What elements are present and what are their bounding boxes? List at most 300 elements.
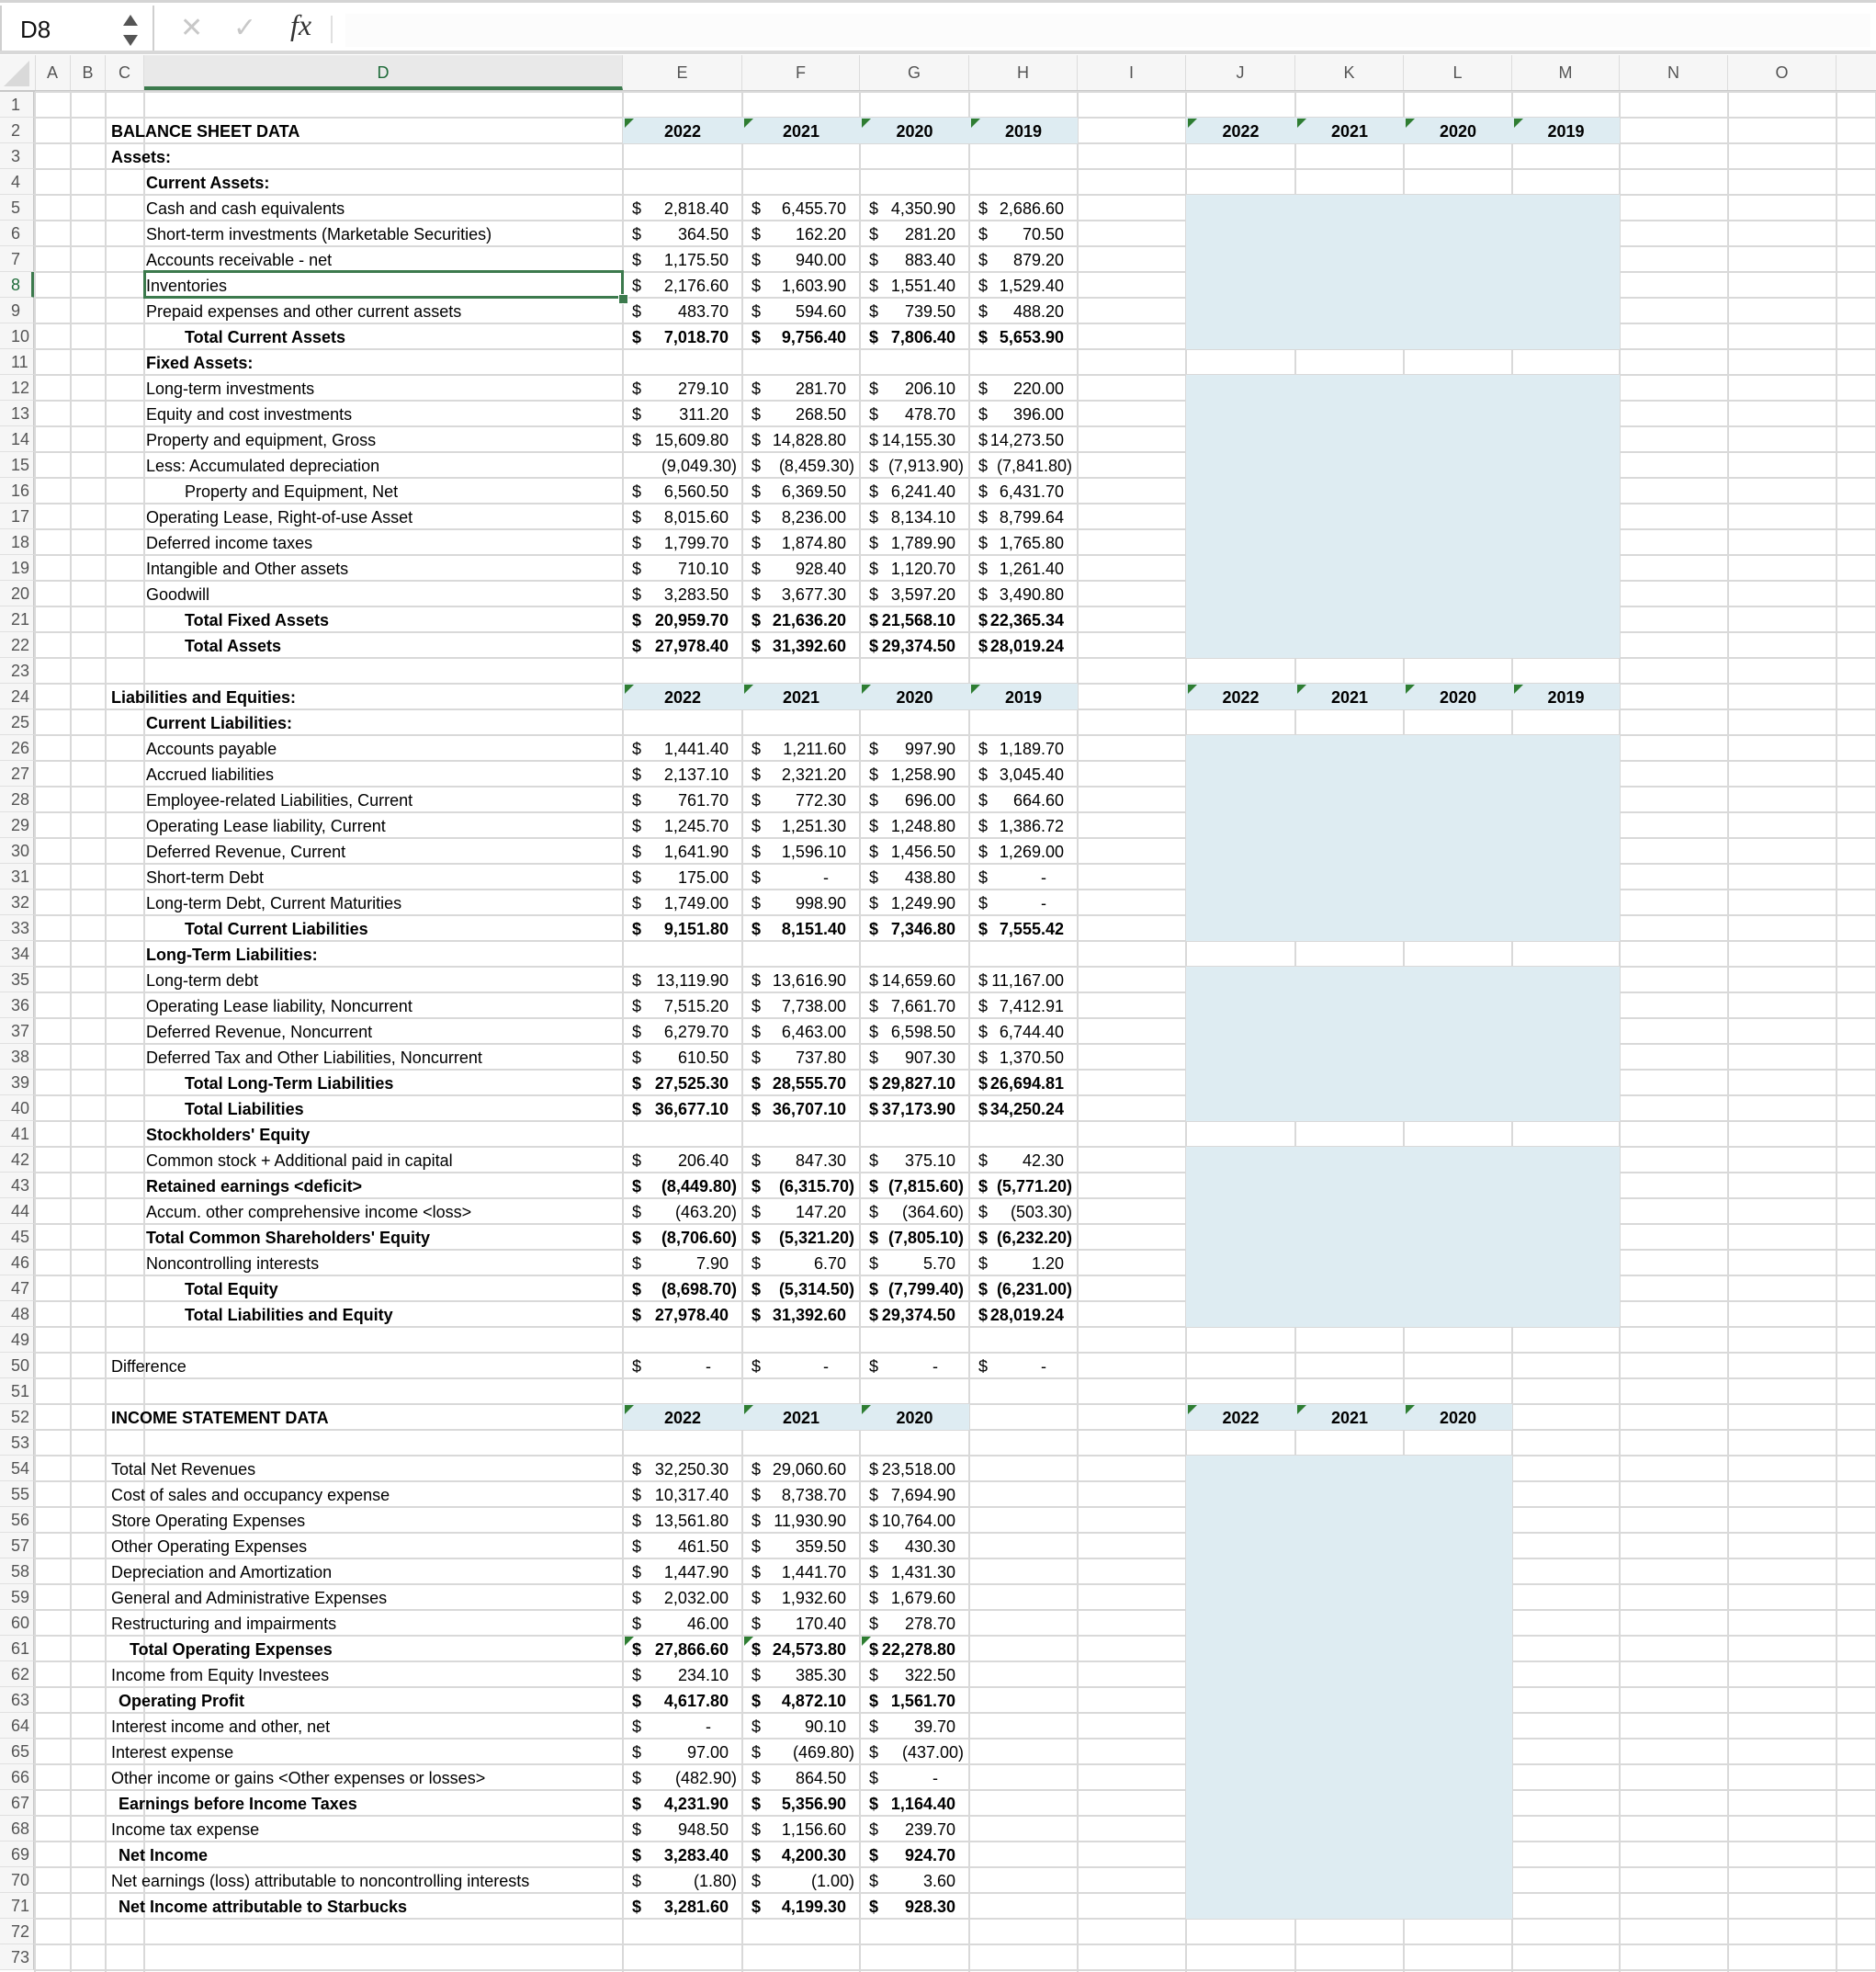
row-label[interactable]: Total Equity: [185, 1280, 278, 1298]
row-label[interactable]: Net Income: [119, 1846, 209, 1864]
value-cell[interactable]: [860, 1301, 969, 1327]
value-cell[interactable]: [969, 992, 1078, 1018]
row-header-61[interactable]: 61: [0, 1636, 35, 1661]
value-cell[interactable]: [623, 1507, 742, 1533]
column-header-h[interactable]: H: [969, 55, 1078, 90]
value-cell[interactable]: [623, 1301, 742, 1327]
value-cell[interactable]: [742, 1558, 860, 1584]
value-cell[interactable]: [623, 890, 742, 915]
value-cell[interactable]: [623, 1636, 742, 1661]
row-header-34[interactable]: 34: [0, 941, 35, 967]
value-cell[interactable]: [742, 1095, 860, 1121]
value-cell[interactable]: [860, 890, 969, 915]
value-cell[interactable]: [860, 1816, 969, 1842]
row-label[interactable]: Other Operating Expenses: [111, 1537, 308, 1556]
row-header-29[interactable]: 29: [0, 812, 35, 838]
row-header-52[interactable]: 52: [0, 1404, 35, 1430]
row-header-6[interactable]: 6: [0, 221, 35, 246]
value-cell[interactable]: [742, 1842, 860, 1867]
row-header-62[interactable]: 62: [0, 1661, 35, 1687]
year-header[interactable]: 2022: [1222, 122, 1260, 141]
value-cell[interactable]: [742, 915, 860, 941]
row-label[interactable]: Property and equipment, Gross: [146, 431, 377, 449]
value-cell[interactable]: [623, 478, 742, 504]
value-cell[interactable]: [623, 1842, 742, 1867]
year-header[interactable]: 2019: [1004, 688, 1043, 707]
value-cell[interactable]: [742, 1301, 860, 1327]
row-label[interactable]: Accrued liabilities: [146, 765, 275, 784]
assets-heading[interactable]: Assets:: [111, 148, 172, 166]
row-label[interactable]: Stockholders' Equity: [146, 1126, 311, 1144]
value-cell[interactable]: [860, 272, 969, 298]
value-cell[interactable]: [742, 221, 860, 246]
row-label[interactable]: Total Net Revenues: [111, 1460, 256, 1479]
value-cell[interactable]: [623, 452, 742, 478]
value-cell[interactable]: [623, 1533, 742, 1558]
row-header-5[interactable]: 5: [0, 195, 35, 221]
row-header-31[interactable]: 31: [0, 864, 35, 890]
value-cell[interactable]: [969, 246, 1078, 272]
row-label[interactable]: Noncontrolling interests: [146, 1254, 320, 1273]
value-cell[interactable]: [623, 246, 742, 272]
value-cell[interactable]: [623, 1095, 742, 1121]
row-label[interactable]: Income tax expense: [111, 1820, 260, 1839]
year-header[interactable]: 2020: [896, 688, 933, 707]
value-cell[interactable]: [860, 1070, 969, 1095]
row-header-44[interactable]: 44: [0, 1198, 35, 1224]
value-cell[interactable]: [860, 504, 969, 529]
value-cell[interactable]: [742, 452, 860, 478]
row-label[interactable]: Operating Lease liability, Noncurrent: [146, 997, 412, 1015]
column-header-b[interactable]: B: [71, 55, 106, 90]
name-box[interactable]: [0, 6, 154, 53]
row-header-48[interactable]: 48: [0, 1301, 35, 1327]
row-label[interactable]: Accounts receivable - net: [146, 251, 333, 269]
value-cell[interactable]: [742, 1507, 860, 1533]
row-header-7[interactable]: 7: [0, 246, 35, 272]
confirm-icon[interactable]: ✓: [233, 13, 257, 43]
value-cell[interactable]: [742, 606, 860, 632]
value-cell[interactable]: [742, 1816, 860, 1842]
value-cell[interactable]: [623, 1250, 742, 1275]
value-cell[interactable]: [860, 452, 969, 478]
row-label[interactable]: Deferred Revenue, Noncurrent: [146, 1023, 373, 1041]
value-cell[interactable]: [623, 967, 742, 992]
row-header-38[interactable]: 38: [0, 1044, 35, 1070]
row-label[interactable]: Equity and cost investments: [146, 405, 353, 424]
value-cell[interactable]: [623, 632, 742, 658]
row-label[interactable]: Total Current Assets: [185, 328, 346, 346]
value-cell[interactable]: [742, 761, 860, 787]
row-header-12[interactable]: 12: [0, 375, 35, 401]
value-cell[interactable]: [860, 1173, 969, 1198]
value-cell[interactable]: [969, 838, 1078, 864]
liabilities-heading[interactable]: Liabilities and Equities:: [111, 688, 297, 707]
value-cell[interactable]: [742, 1070, 860, 1095]
value-cell[interactable]: [860, 632, 969, 658]
value-cell[interactable]: [623, 812, 742, 838]
value-cell[interactable]: [742, 529, 860, 555]
value-cell[interactable]: [860, 1147, 969, 1173]
year-header[interactable]: 2022: [663, 122, 702, 141]
value-cell[interactable]: [623, 915, 742, 941]
year-header[interactable]: 2021: [1330, 688, 1369, 707]
row-header-30[interactable]: 30: [0, 838, 35, 864]
row-header-37[interactable]: 37: [0, 1018, 35, 1044]
year-header[interactable]: 2021: [1330, 122, 1369, 141]
value-cell[interactable]: [969, 478, 1078, 504]
row-header-71[interactable]: 71: [0, 1893, 35, 1919]
row-label[interactable]: Total Liabilities and Equity: [185, 1306, 393, 1324]
row-label[interactable]: Short-term investments (Marketable Securities): [146, 225, 492, 244]
value-cell[interactable]: [969, 606, 1078, 632]
value-cell[interactable]: [623, 864, 742, 890]
formula-input[interactable]: [345, 14, 1870, 47]
row-label[interactable]: General and Administrative Expenses: [111, 1589, 388, 1607]
row-label[interactable]: Cost of sales and occupancy expense: [111, 1486, 390, 1504]
column-header-j[interactable]: J: [1186, 55, 1295, 90]
row-label[interactable]: Total Current Liabilities: [185, 920, 368, 938]
row-header-73[interactable]: 73: [0, 1944, 35, 1970]
value-cell[interactable]: [742, 478, 860, 504]
row-header-69[interactable]: 69: [0, 1842, 35, 1867]
value-cell[interactable]: [742, 812, 860, 838]
value-cell[interactable]: [860, 1764, 969, 1790]
row-label[interactable]: Deferred Revenue, Current: [146, 843, 346, 861]
value-cell[interactable]: [623, 1018, 742, 1044]
row-label[interactable]: Current Liabilities:: [146, 714, 293, 732]
row-header-58[interactable]: 58: [0, 1558, 35, 1584]
value-cell[interactable]: [860, 1481, 969, 1507]
value-cell[interactable]: [969, 890, 1078, 915]
value-cell[interactable]: [860, 1353, 969, 1378]
year-header[interactable]: 2021: [782, 122, 820, 141]
row-header-19[interactable]: 19: [0, 555, 35, 581]
row-header-15[interactable]: 15: [0, 452, 35, 478]
row-header-8[interactable]: 8: [0, 272, 35, 298]
value-cell[interactable]: [623, 375, 742, 401]
value-cell[interactable]: [623, 426, 742, 452]
value-cell[interactable]: [860, 323, 969, 349]
year-header[interactable]: 2020: [896, 1409, 933, 1427]
row-label[interactable]: Accounts payable: [146, 740, 277, 758]
row-header-10[interactable]: 10: [0, 323, 35, 349]
value-cell[interactable]: [623, 1687, 742, 1713]
row-label[interactable]: Long-Term Liabilities:: [146, 946, 318, 964]
value-cell[interactable]: [969, 915, 1078, 941]
value-cell[interactable]: [860, 1713, 969, 1739]
value-cell[interactable]: [623, 272, 742, 298]
value-cell[interactable]: [742, 1739, 860, 1764]
value-cell[interactable]: [860, 838, 969, 864]
value-cell[interactable]: [742, 555, 860, 581]
name-box-value[interactable]: D8: [20, 16, 51, 43]
row-label[interactable]: Long-term debt: [146, 971, 259, 990]
value-cell[interactable]: [860, 298, 969, 323]
value-cell[interactable]: [969, 504, 1078, 529]
row-header-54[interactable]: 54: [0, 1456, 35, 1481]
value-cell[interactable]: [623, 1790, 742, 1816]
row-header-17[interactable]: 17: [0, 504, 35, 529]
value-cell[interactable]: [623, 1044, 742, 1070]
row-header-27[interactable]: 27: [0, 761, 35, 787]
value-cell[interactable]: [969, 735, 1078, 761]
row-header-3[interactable]: 3: [0, 143, 35, 169]
value-cell[interactable]: [860, 606, 969, 632]
value-cell[interactable]: [969, 195, 1078, 221]
row-label[interactable]: Short-term Debt: [146, 868, 265, 887]
value-cell[interactable]: [969, 1353, 1078, 1378]
row-header-46[interactable]: 46: [0, 1250, 35, 1275]
row-header-70[interactable]: 70: [0, 1867, 35, 1893]
value-cell[interactable]: [742, 992, 860, 1018]
year-header[interactable]: 2022: [663, 688, 702, 707]
value-cell[interactable]: [969, 401, 1078, 426]
value-cell[interactable]: [860, 1584, 969, 1610]
column-header-k[interactable]: K: [1295, 55, 1404, 90]
row-header-72[interactable]: 72: [0, 1919, 35, 1944]
year-header[interactable]: 2019: [1547, 688, 1585, 707]
value-cell[interactable]: [969, 1044, 1078, 1070]
value-cell[interactable]: [623, 735, 742, 761]
row-header-36[interactable]: 36: [0, 992, 35, 1018]
value-cell[interactable]: [969, 1275, 1078, 1301]
row-label[interactable]: Less: Accumulated depreciation: [146, 457, 380, 475]
row-header-45[interactable]: 45: [0, 1224, 35, 1250]
value-cell[interactable]: [969, 787, 1078, 812]
value-cell[interactable]: [969, 375, 1078, 401]
row-label[interactable]: Income from Equity Investees: [111, 1666, 330, 1684]
value-cell[interactable]: [623, 1481, 742, 1507]
row-header-43[interactable]: 43: [0, 1173, 35, 1198]
value-cell[interactable]: [623, 1713, 742, 1739]
value-cell[interactable]: [623, 504, 742, 529]
row-header-57[interactable]: 57: [0, 1533, 35, 1558]
value-cell[interactable]: [969, 812, 1078, 838]
value-cell[interactable]: [860, 1687, 969, 1713]
selected-cell-d8[interactable]: [143, 270, 624, 299]
row-label[interactable]: Total Fixed Assets: [185, 611, 330, 629]
value-cell[interactable]: [623, 298, 742, 323]
value-cell[interactable]: [623, 1867, 742, 1893]
row-header-9[interactable]: 9: [0, 298, 35, 323]
value-cell[interactable]: [623, 1456, 742, 1481]
year-header[interactable]: 2020: [896, 122, 933, 141]
column-header-n[interactable]: N: [1620, 55, 1728, 90]
value-cell[interactable]: [742, 195, 860, 221]
value-cell[interactable]: [969, 581, 1078, 606]
value-cell[interactable]: [860, 555, 969, 581]
value-cell[interactable]: [860, 915, 969, 941]
value-cell[interactable]: [860, 992, 969, 1018]
row-header-68[interactable]: 68: [0, 1816, 35, 1842]
row-label[interactable]: Property and Equipment, Net: [185, 482, 399, 501]
column-header-c[interactable]: C: [106, 55, 144, 90]
value-cell[interactable]: [860, 1790, 969, 1816]
cancel-icon[interactable]: ✕: [180, 13, 204, 43]
value-cell[interactable]: [623, 1610, 742, 1636]
value-cell[interactable]: [742, 787, 860, 812]
value-cell[interactable]: [860, 1533, 969, 1558]
column-header-a[interactable]: A: [35, 55, 71, 90]
select-all-button[interactable]: [0, 55, 36, 90]
row-label[interactable]: Total Long-Term Liabilities: [185, 1074, 394, 1093]
value-cell[interactable]: [742, 1353, 860, 1378]
value-cell[interactable]: [623, 1173, 742, 1198]
value-cell[interactable]: [742, 1790, 860, 1816]
value-cell[interactable]: [742, 504, 860, 529]
year-header[interactable]: 2019: [1547, 122, 1585, 141]
value-cell[interactable]: [969, 1173, 1078, 1198]
value-cell[interactable]: [969, 323, 1078, 349]
value-cell[interactable]: [742, 1661, 860, 1687]
value-cell[interactable]: [969, 452, 1078, 478]
row-label[interactable]: Total Common Shareholders' Equity: [146, 1229, 430, 1247]
row-label[interactable]: Interest expense: [111, 1743, 234, 1762]
column-header-m[interactable]: M: [1512, 55, 1620, 90]
value-cell[interactable]: [860, 787, 969, 812]
value-cell[interactable]: [860, 1893, 969, 1919]
value-cell[interactable]: [742, 735, 860, 761]
value-cell[interactable]: [623, 606, 742, 632]
value-cell[interactable]: [860, 1610, 969, 1636]
value-cell[interactable]: [742, 401, 860, 426]
worksheet-grid[interactable]: [35, 92, 1876, 1972]
value-cell[interactable]: [623, 1147, 742, 1173]
value-cell[interactable]: [969, 1301, 1078, 1327]
difference-label[interactable]: Difference: [111, 1357, 186, 1376]
year-header[interactable]: 2019: [1004, 122, 1043, 141]
row-header-51[interactable]: 51: [0, 1378, 35, 1404]
row-label[interactable]: Fixed Assets:: [146, 354, 254, 372]
row-header-65[interactable]: 65: [0, 1739, 35, 1764]
year-header[interactable]: 2021: [782, 1409, 820, 1427]
value-cell[interactable]: [742, 1224, 860, 1250]
value-cell[interactable]: [860, 195, 969, 221]
row-label[interactable]: Common stock + Additional paid in capital: [146, 1151, 453, 1170]
value-cell[interactable]: [623, 1070, 742, 1095]
value-cell[interactable]: [969, 1147, 1078, 1173]
value-cell[interactable]: [860, 401, 969, 426]
row-header-24[interactable]: 24: [0, 684, 35, 709]
value-cell[interactable]: [860, 1224, 969, 1250]
value-cell[interactable]: [742, 1893, 860, 1919]
column-header-o[interactable]: O: [1728, 55, 1836, 90]
row-header-33[interactable]: 33: [0, 915, 35, 941]
row-header-18[interactable]: 18: [0, 529, 35, 555]
name-box-down-arrow-icon[interactable]: [123, 35, 138, 46]
value-cell[interactable]: [623, 195, 742, 221]
value-cell[interactable]: [860, 1867, 969, 1893]
value-cell[interactable]: [623, 761, 742, 787]
value-cell[interactable]: [860, 478, 969, 504]
value-cell[interactable]: [623, 992, 742, 1018]
value-cell[interactable]: [860, 581, 969, 606]
row-header-16[interactable]: 16: [0, 478, 35, 504]
row-header-26[interactable]: 26: [0, 735, 35, 761]
year-header[interactable]: 2022: [1222, 688, 1260, 707]
value-cell[interactable]: [742, 1018, 860, 1044]
value-cell[interactable]: [969, 529, 1078, 555]
row-header-41[interactable]: 41: [0, 1121, 35, 1147]
value-cell[interactable]: [969, 272, 1078, 298]
row-label[interactable]: Prepaid expenses and other current assets: [146, 302, 462, 321]
value-cell[interactable]: [742, 1198, 860, 1224]
value-cell[interactable]: [860, 1250, 969, 1275]
value-cell[interactable]: [742, 890, 860, 915]
year-header[interactable]: 2022: [663, 1409, 702, 1427]
column-header-e[interactable]: E: [623, 55, 742, 90]
section-title-income-statement[interactable]: INCOME STATEMENT DATA: [111, 1409, 329, 1427]
row-header-35[interactable]: 35: [0, 967, 35, 992]
value-cell[interactable]: [969, 761, 1078, 787]
value-cell[interactable]: [969, 967, 1078, 992]
value-cell[interactable]: [742, 323, 860, 349]
value-cell[interactable]: [742, 1173, 860, 1198]
row-label[interactable]: Retained earnings <deficit>: [146, 1177, 363, 1196]
row-header-53[interactable]: 53: [0, 1430, 35, 1456]
row-header-21[interactable]: 21: [0, 606, 35, 632]
row-header-1[interactable]: 1: [0, 92, 35, 118]
row-label[interactable]: Total Operating Expenses: [130, 1640, 333, 1659]
value-cell[interactable]: [860, 1739, 969, 1764]
value-cell[interactable]: [623, 1893, 742, 1919]
row-label[interactable]: Long-term Debt, Current Maturities: [146, 894, 402, 912]
value-cell[interactable]: [742, 967, 860, 992]
row-header-2[interactable]: 2: [0, 118, 35, 143]
row-header-11[interactable]: 11: [0, 349, 35, 375]
row-label[interactable]: Intangible and Other assets: [146, 560, 349, 578]
row-header-39[interactable]: 39: [0, 1070, 35, 1095]
year-header[interactable]: 2020: [1439, 1409, 1477, 1427]
value-cell[interactable]: [623, 221, 742, 246]
value-cell[interactable]: [969, 1250, 1078, 1275]
row-label[interactable]: Current Assets:: [146, 174, 270, 192]
row-header-67[interactable]: 67: [0, 1790, 35, 1816]
value-cell[interactable]: [742, 1275, 860, 1301]
value-cell[interactable]: [860, 1275, 969, 1301]
column-header-l[interactable]: L: [1404, 55, 1512, 90]
value-cell[interactable]: [860, 1842, 969, 1867]
row-label[interactable]: Accum. other comprehensive income <loss>: [146, 1203, 472, 1221]
row-label[interactable]: Inventories: [146, 277, 228, 295]
value-cell[interactable]: [860, 375, 969, 401]
value-cell[interactable]: [742, 375, 860, 401]
row-label[interactable]: Net Income attributable to Starbucks: [119, 1898, 408, 1916]
value-cell[interactable]: [623, 1353, 742, 1378]
value-cell[interactable]: [623, 1275, 742, 1301]
row-header-20[interactable]: 20: [0, 581, 35, 606]
row-header-13[interactable]: 13: [0, 401, 35, 426]
year-header[interactable]: 2020: [1439, 688, 1477, 707]
row-header-60[interactable]: 60: [0, 1610, 35, 1636]
value-cell[interactable]: [969, 426, 1078, 452]
row-label[interactable]: Deferred Tax and Other Liabilities, Noncurrent: [146, 1048, 482, 1067]
value-cell[interactable]: [860, 761, 969, 787]
value-cell[interactable]: [623, 1558, 742, 1584]
section-title-balance-sheet[interactable]: BALANCE SHEET DATA: [111, 122, 300, 141]
value-cell[interactable]: [969, 1224, 1078, 1250]
row-label[interactable]: Restructuring and impairments: [111, 1615, 337, 1633]
value-cell[interactable]: [623, 1584, 742, 1610]
row-header-66[interactable]: 66: [0, 1764, 35, 1790]
row-label[interactable]: Long-term investments: [146, 380, 315, 398]
row-header-64[interactable]: 64: [0, 1713, 35, 1739]
value-cell[interactable]: [969, 221, 1078, 246]
row-label[interactable]: Total Assets: [185, 637, 282, 655]
row-header-63[interactable]: 63: [0, 1687, 35, 1713]
value-cell[interactable]: [969, 1095, 1078, 1121]
